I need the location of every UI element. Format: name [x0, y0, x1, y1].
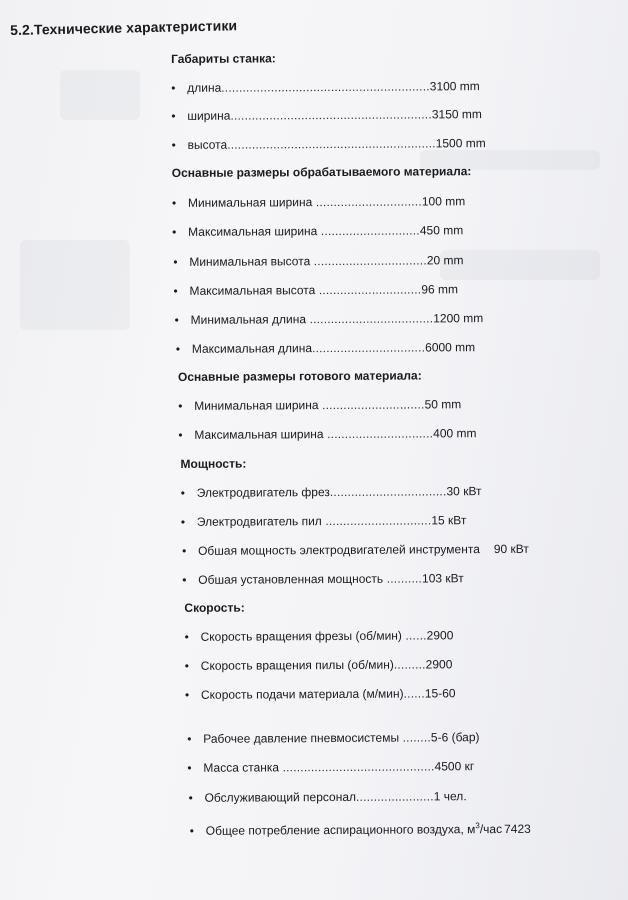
bullet: • [182, 543, 187, 558]
list-item: • Минимальная длина ...................................1200 mm [174, 311, 484, 327]
bullet: • [171, 108, 176, 123]
bullet: • [188, 790, 193, 805]
bullet: • [187, 731, 192, 746]
list-item: • Обшая мощность электродвигателей инструмента 90 кВт [182, 541, 529, 558]
list-item: • Электродвигатель пил ..............................15 кВт [180, 513, 467, 529]
bullet: • [175, 341, 181, 356]
bullet: • [180, 514, 186, 529]
section-title-dimensions: Габариты станка: [171, 51, 276, 66]
list-item: • Скорость вращения фрезы (об/мин) ......2900 [184, 628, 454, 644]
list-item: • Минимальная высота ................................20 mm [173, 253, 464, 269]
bullet: • [180, 485, 185, 500]
list-item: • Общее потребление аспирационного воздуха, $м^3$/час 7423 [189, 821, 531, 838]
bullet: • [178, 398, 183, 413]
list-item: • Обслуживающий персонал......................1 чел. [188, 789, 467, 805]
bullet: • [184, 629, 189, 644]
list-item: • Максимальная высота .............................96 mm [173, 282, 459, 298]
bullet: • [184, 658, 190, 673]
bullet: • [178, 427, 183, 442]
bullet: • [171, 195, 177, 210]
list-item: • Максимальная ширина ..............................400 mm [178, 426, 477, 442]
list-item: • Обшая установленная мощность ..........103 кВт [182, 571, 464, 587]
section-title-speed: Скорость: [184, 600, 245, 615]
bullet: • [187, 760, 192, 775]
list-item: • длина...........................................................3100 mm [171, 79, 480, 95]
list-item: • Скорость подачи материала (м/мин)......15-60 [184, 686, 456, 702]
list-item: • Электродвигатель фрез.................................30 кВт [180, 484, 482, 500]
bullet: • [173, 283, 178, 298]
bullet: • [184, 687, 190, 702]
page-heading: 5.2.Технические характеристики [10, 17, 238, 38]
section-title-workpiece: Оснавные размеры обрабатываемого материала: [171, 164, 472, 180]
bullet: • [189, 823, 195, 838]
bullet: • [172, 224, 177, 239]
list-item: • Максимальная длина................................6000 mm [175, 340, 476, 356]
bullet: • [171, 137, 176, 152]
section-title-power: Мощность: [180, 456, 247, 471]
bullet: • [182, 572, 187, 587]
bullet: • [174, 312, 179, 327]
list-item: • Максимальная ширина ............................450 mm [172, 223, 464, 239]
list-item: • высота...........................................................1500 mm [171, 136, 486, 152]
list-item: • Масса станка ...........................................4500 кг [187, 759, 475, 775]
list-item: • Рабочее давление пневмосистемы ........5-6 (бар) [187, 730, 480, 746]
section-title-finished: Оснавные размеры готового материала: [177, 368, 422, 384]
list-item: • Минимальная ширина .............................50 mm [178, 397, 462, 413]
list-item: • ширина.........................................................3150 mm [171, 107, 482, 123]
list-item: • Скорость вращения пилы (об/мин).........2900 [184, 657, 453, 673]
bullet: • [173, 254, 178, 269]
list-item: • Минимальная ширина ..............................100 mm [171, 194, 466, 210]
bullet: • [171, 80, 176, 95]
